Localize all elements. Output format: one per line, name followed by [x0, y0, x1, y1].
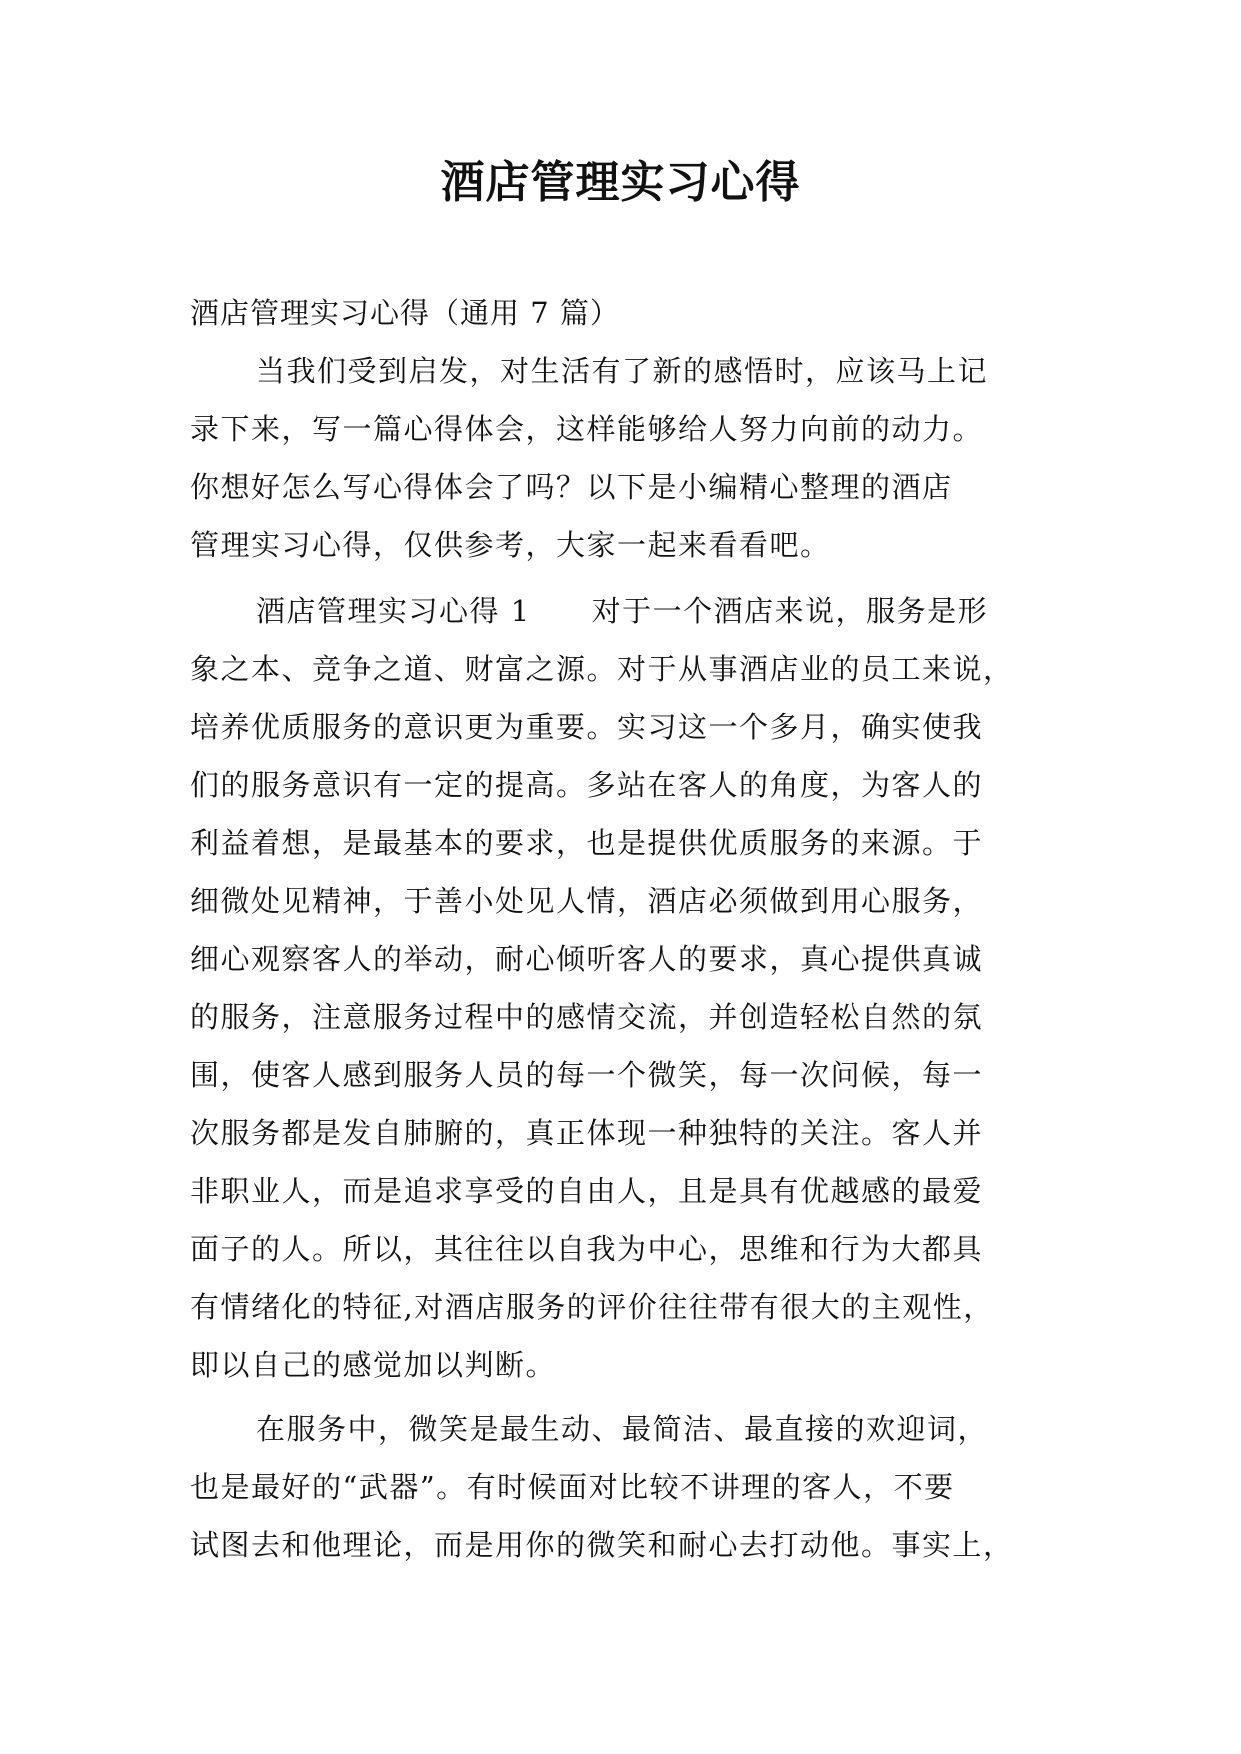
- paragraph-line: 你想好怎么写心得体会了吗？以下是小编精心整理的酒店: [190, 470, 953, 504]
- paragraph-line: 即以自己的感觉加以判断。: [190, 1348, 557, 1382]
- paragraph-smile: [190, 1400, 1060, 1574]
- paragraph-line: 有情绪化的特征,对酒店服务的评价往往带有很大的主观性，: [190, 1290, 994, 1324]
- paragraph-line: 围，使客人感到服务人员的每一个微笑，每一次问候，每一: [190, 1058, 984, 1092]
- paragraph-line: 利益着想，是最基本的要求，也是提供优质服务的来源。于: [190, 826, 984, 860]
- document-subtitle: 酒店管理实习心得（通用 7 篇）: [190, 296, 620, 330]
- paragraph-line: 当我们受到启发，对生活有了新的感悟时，应该马上记: [256, 354, 989, 388]
- paragraph-line: 面子的人。所以，其往往以自我为中心，思维和行为大都具: [190, 1232, 984, 1266]
- paragraph-line: 次服务都是发自肺腑的，真正体现一种独特的关注。客人并: [190, 1116, 984, 1150]
- paragraph-line: 非职业人，而是追求享受的自由人，且是具有优越感的最爱: [190, 1174, 984, 1208]
- document-body: [190, 284, 1060, 1574]
- paragraph-line: 们的服务意识有一定的提高。多站在客人的角度，为客人的: [190, 768, 984, 802]
- paragraph-line: 试图去和他理论，而是用你的微笑和耐心去打动他。事实上，: [190, 1528, 1014, 1562]
- paragraph-line: 酒店管理实习心得 1 对于一个酒店来说，服务是形: [256, 594, 989, 628]
- document-title: 酒店管理实习心得: [440, 157, 801, 208]
- paragraph-line: 录下来，写一篇心得体会，这样能够给人努力向前的动力。: [190, 412, 984, 446]
- paragraph-section-1: [190, 582, 1060, 1394]
- paragraph-line: 细心观察客人的举动，耐心倾听客人的要求，真心提供真诚: [190, 942, 984, 976]
- paragraph-line: 管理实习心得，仅供参考，大家一起来看看吧。: [190, 528, 831, 562]
- paragraph-line: 细微处见精神，于善小处见人情，酒店必须做到用心服务，: [190, 884, 984, 918]
- paragraph-intro: [190, 342, 1060, 574]
- paragraph-line: 在服务中，微笑是最生动、最简洁、最直接的欢迎词，: [256, 1412, 989, 1446]
- paragraph-line: 也是最好的“武器”。有时候面对比较不讲理的客人，不要: [190, 1470, 955, 1504]
- paragraph-line: 的服务，注意服务过程中的感情交流，并创造轻松自然的氛: [190, 1000, 984, 1034]
- paragraph-line: 象之本、竞争之道、财富之源。对于从事酒店业的员工来说，: [190, 652, 1014, 686]
- paragraph-line: 培养优质服务的意识更为重要。实习这一个多月，确实使我: [190, 710, 984, 744]
